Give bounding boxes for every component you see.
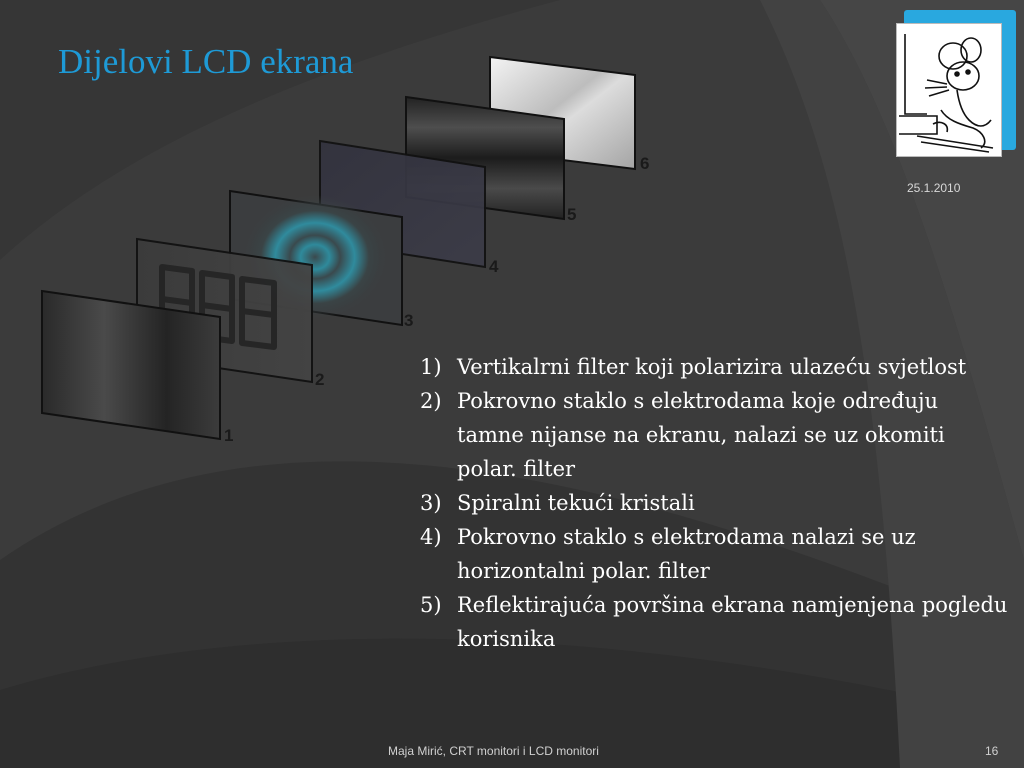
layer-label-2: 2 — [315, 370, 325, 389]
list-item — [420, 486, 1010, 520]
mouse-cartoon-image — [896, 23, 1002, 157]
slide-footer: Maja Mirić, CRT monitori i LCD monitori — [388, 744, 599, 758]
list-item-number: 5) — [420, 593, 442, 617]
slide-date: 25.1.2010 — [907, 181, 961, 195]
list-item — [420, 588, 1010, 656]
layer-label-3: 3 — [404, 311, 414, 330]
list-item — [420, 384, 1010, 486]
layer-label-1: 1 — [224, 426, 234, 445]
layer-1-vertical-polarizer — [42, 291, 220, 439]
list-item-number: 4) — [420, 525, 442, 549]
layer-label-6: 6 — [640, 154, 650, 173]
page-number: 16 — [985, 744, 999, 758]
list-item-text: Reflektirajuća površina ekrana namjenjena pogledu korisnika — [457, 593, 1008, 651]
layer-description-list — [420, 350, 1010, 656]
list-item-text: Pokrovno staklo s elektrodama nalazi se uz horizontalni polar. filter — [457, 525, 916, 583]
list-item-text: Spiralni tekući kristali — [457, 491, 695, 515]
list-item — [420, 350, 1010, 384]
layer-label-4: 4 — [489, 257, 499, 276]
list-item-text: Pokrovno staklo s elektrodama koje određuju tamne nijanse na ekranu, nalazi se uz okomiti polar. filter — [457, 389, 945, 481]
list-item — [420, 520, 1010, 588]
list-item-number: 3) — [420, 491, 442, 515]
layer-label-5: 5 — [567, 205, 577, 224]
list-item-number: 2) — [420, 389, 442, 413]
list-item-number: 1) — [420, 355, 442, 379]
list-item-text: Vertikalrni filter koji polarizira ulazeću svjetlost — [457, 355, 967, 379]
slide-title: Dijelovi LCD ekrana — [58, 42, 354, 81]
